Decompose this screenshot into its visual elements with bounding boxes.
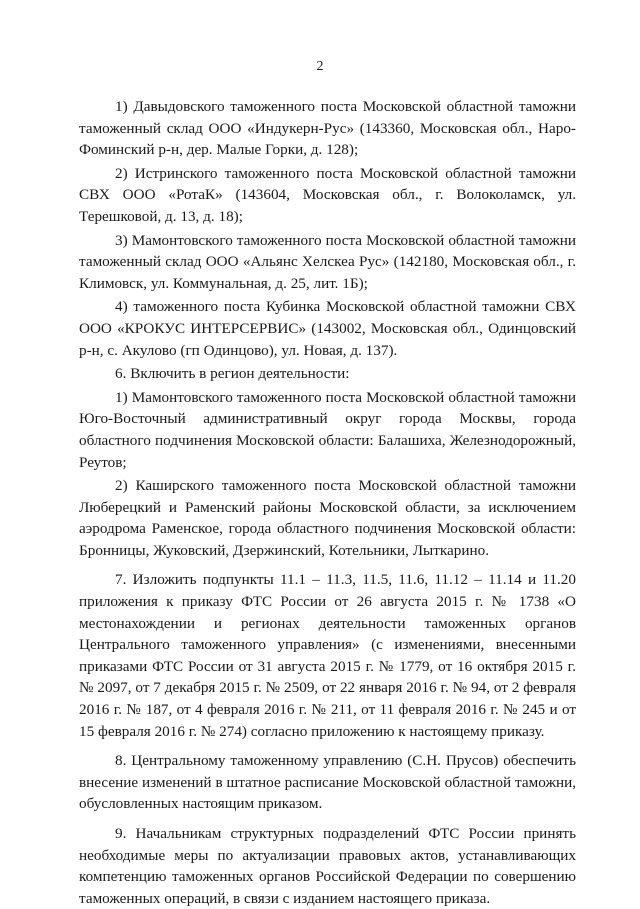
paragraph-item-4-kubinka: 4) таможенного поста Кубинка Московской областной таможни СВХ ООО «КРОКУС ИНТЕРСЕРВИС» (143002, Московская обл., Одинцовский р-н, с. Акулово (гп Одинцово), ул. Новая, д. 137). bbox=[79, 298, 576, 359]
paragraph-section-8: 8. Центральному таможенному управлению (С.Н. Прусов) обеспечить внесение изменений в штатное расписание Московской областной таможни, обусловленных настоящим приказом. bbox=[79, 752, 576, 813]
paragraph-section-6: 6. Включить в регион деятельности: bbox=[115, 365, 350, 383]
paragraph-section-6-item-2: 2) Каширского таможенного поста Московской областной таможни Люберецкий и Раменский районы Московской области, за исключением аэродрома Раменское, города областного подчинения Московской области: Бронницы, Жуковский, Дзержинский, Котельники, Лыткарино. bbox=[79, 477, 576, 559]
paragraph-item-3-mamontovsky: 3) Мамонтовского таможенного поста Московской областной таможни таможенный склад ООО «Альянс Хелскеа Рус» (142180, Московская обл., г. Климовск, ул. Коммунальная, д. 25, лит. 1Б); bbox=[79, 231, 576, 292]
paragraph-item-2-istrinsky: 2) Истринского таможенного поста Московской областной таможни СВХ ООО «РотаК» (143604, Московская обл., г. Волоколамск, ул. Терешковой, д. 13, д. 18); bbox=[79, 164, 576, 225]
page-number: 2 bbox=[316, 59, 324, 74]
paragraph-section-9: 9. Начальникам структурных подразделений ФТС России принять необходимые меры по актуализации правовых актов, устанавливающих компетенцию таможенных органов Российской Федерации по совершению таможенных операций, в связи с изданием настоящего приказа. bbox=[79, 825, 576, 907]
paragraph-item-1-davydovsky: 1) Давыдовского таможенного поста Московской областной таможни таможенный склад ООО «Индукерн-Рус» (143360, Московская обл., Наро-Фоминский р-н, дер. Малые Горки, д. 128); bbox=[79, 98, 576, 159]
paragraph-section-6-item-1: 1) Мамонтовского таможенного поста Московской областной таможни Юго-Восточный административный округ города Москвы, города областного подчинения Московской области: Балашиха, Железнодорожный, Реутов; bbox=[79, 388, 576, 471]
paragraph-section-7: 7. Изложить подпункты 11.1 – 11.3, 11.5, 11.6, 11.12 – 11.14 и 11.20 приложения к приказу ФТС России от 26 августа 2015 г. № 1738 «О местонахождении и регионах деятельности таможенных органов Центрального таможенного управления» (с изменениями, внесенными приказами ФТС России от 31 августа 2015 г. № 1779, от 16 октября 2015 г. № 2097, от 7 декабря 2015 г. № 2509, от 22 января 2016 г. № 94, от 2 февраля 2016 г. № 187, от 4 февраля 2016 г. № 211, от 11 февраля 2016 г. № 245 и от 15 февраля 2016 г. № 274) согласно приложению к настоящему приказу. bbox=[79, 571, 576, 740]
document-body bbox=[79, 96, 576, 909]
